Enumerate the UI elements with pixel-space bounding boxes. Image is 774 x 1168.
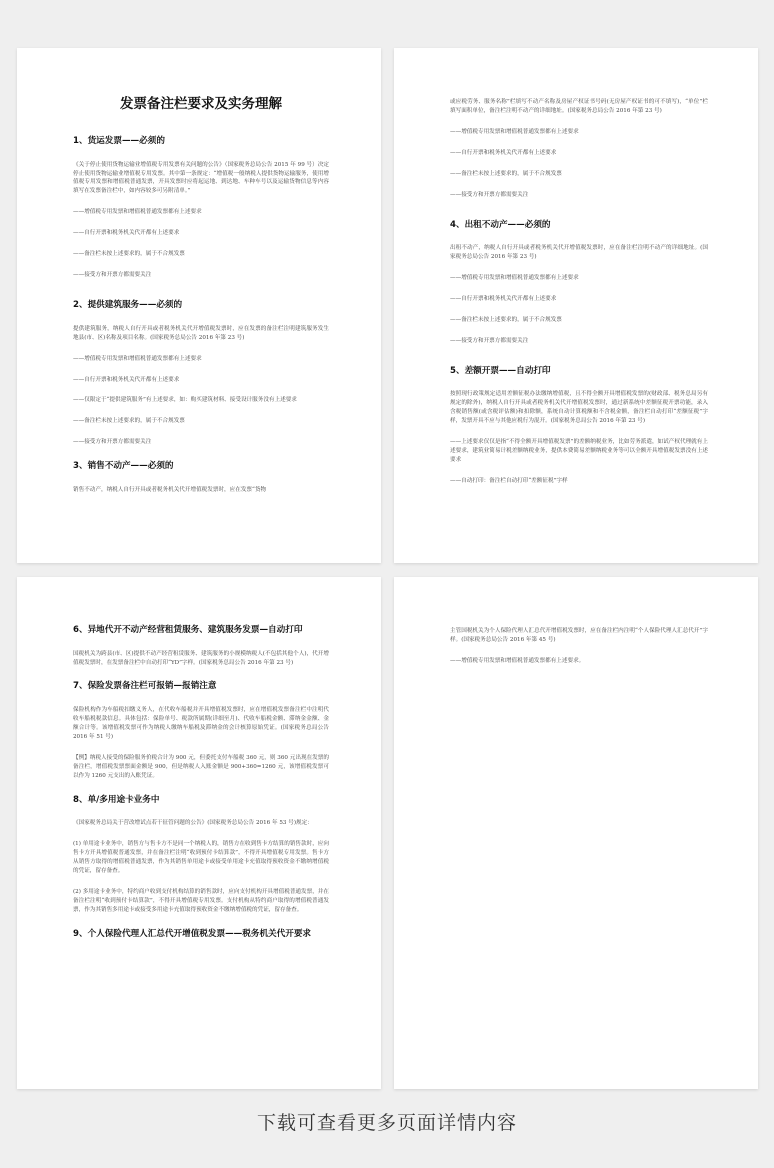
note-line: ——备注栏未按上述要求的，属于不合规发票 xyxy=(450,316,562,323)
note-line: ——接受方和开票方都需要关注 xyxy=(450,337,529,344)
note-line: ——自行开票和税务机关代开都有上述要求 xyxy=(450,296,557,303)
document-page-4 xyxy=(394,577,758,1089)
paragraph: (1) 单用途卡业务中，销售方与售卡方不是同一个纳税人的，销售方在收到售卡方结算的销售款时，应向售卡方开具增值税普通发票，并在备注栏注明“收到预付卡结算款”，不得开具增值税专用发票。售卡方从销售方取得的增值税普通发票，作为其销售单用途卡或接受单用途卡充值取得预收资金不缴纳增值税的凭证，留存备查。 xyxy=(73,841,329,875)
section-heading: 1、货运发票——必须的 xyxy=(73,136,165,146)
section-heading: 9、个人保险代理人汇总代开增值税发票——税务机关代开要求 xyxy=(73,928,312,939)
section-heading: 3、销售不动产——必须的 xyxy=(73,461,174,472)
section-heading: 6、异地代开不动产经营租赁服务、建筑服务发票—自动打印 xyxy=(73,625,303,635)
document-page-2 xyxy=(394,48,758,563)
note-line: ——备注栏未按上述要求的，属于不合规发票 xyxy=(73,418,185,425)
note-line: ——自行开票和税务机关代开都有上述要求 xyxy=(73,230,180,237)
section-heading: 2、提供建筑服务——必须的 xyxy=(73,300,183,311)
note-line: ——接受方和开票方都需要关注 xyxy=(450,191,529,198)
note-line: ——自行开票和税务机关代开都有上述要求 xyxy=(73,376,180,383)
section-heading: 8、单/多用途卡业务中 xyxy=(73,794,160,805)
note-line: ——备注栏未按上述要求的，属于不合规发票 xyxy=(73,251,185,258)
paragraph: 销售不动产，纳税人自行开具或者税务机关代开增值税发票时，应在发票“货物 xyxy=(73,486,267,493)
note-line: ——增值税专用发票和增值税普通发票都有上述要求 xyxy=(73,355,202,362)
note-line: ——接受方和开票方都需要关注 xyxy=(73,272,152,279)
note-line: ——接受方和开票方都需要关注 xyxy=(73,439,152,446)
paragraph: 国税机关为跨县(市、区)提供不动产经营租赁服务、建筑服务的小规模纳税人(不包括其他个人)，代开增值税发票时，在发票备注栏中自动打印“YD”字样。(国家税务总局公告 2016 年第 23 号) xyxy=(73,650,329,666)
paragraph: 《关于停止使用货物运输业增值税专用发票有关问题的公告》（国家税务总局公告 2015 年 99 号）决定停止使用货物运输业增值税专用发票。其中第一条规定：“增值税一般纳税人提供货物运输服务，使用增值税专用发票和增值税普通发票，开具发票时应将起运地、到达地、车种车号以及运输货物信息等内容填写在发票备注栏中，如内容较多可另附清单。” xyxy=(73,161,329,195)
section-heading: 7、保险发票备注栏可报销—报销注意 xyxy=(73,681,217,692)
note-line: ——增值税专用发票和增值税普通发票都有上述要求 xyxy=(73,209,202,216)
note-line: ——自动打印：备注栏自动打印“差额征税”字样 xyxy=(450,478,568,485)
document-page-3 xyxy=(17,577,381,1089)
note-line: ——增值税专用发票和增值税普通发票都有上述要求 xyxy=(450,275,579,282)
note-line: ——备注栏未按上述要求的，属于不合规发票 xyxy=(450,170,562,177)
note-line: ——增值税专用发票和增值税普通发票都有上述要求 xyxy=(450,128,579,135)
section-heading: 4、出租不动产——必须的 xyxy=(450,219,551,230)
paragraph: ——上述要求仅仅是指“不得全额开具增值税发票”的差额纳税业务，比如劳务派遣，如试产权代理就有上述要求，建筑业简易计税差额纳税业务，提供本费简易差额纳税业务等可以全额开具增值税发票没有上述要求 xyxy=(450,439,708,464)
note-line: ——自行开票和税务机关代开都有上述要求 xyxy=(450,149,557,156)
paragraph: 提供建筑服务，纳税人自行开具或者税务机关代开增值税发票时，应在发票的备注栏注明建筑服务发生地县(市、区)名称及项目名称。(国家税务总局公告 2016 年第 23 号) xyxy=(73,325,329,341)
document-page-1 xyxy=(17,48,381,563)
paragraph: (2) 多用途卡业务中，特约商户收到支付机构结算的销售款时，应向支付机构开具增值税普通发票，并在备注栏注明“收到预付卡结算款”，不得开具增值税专用发票。支付机构从特约商户取得的增值税普通发票，作为其销售多用途卡或接受多用途卡充值取得预收资金不缴纳增值税的凭证，留存备查。 xyxy=(73,888,329,913)
document-title: 发票备注栏要求及实务理解 xyxy=(120,96,282,112)
paragraph: 或应税劳务、服务名称”栏填写不动产名称及房屋产权证书号码(无房屋产权证书的可不填写)，“单位”栏填写面积单位，备注栏注明不动产的详细地址。(国家税务总局公告 2016 年第 23 号) xyxy=(450,99,708,114)
note-line: ——仅限定于“提供建筑服务”有上述要求，如：购买建筑材料、接受设计服务没有上述要求 xyxy=(73,397,297,404)
paragraph: 出租不动产，纳税人自行开具或者税务机关代开增值税发票时，应在备注栏注明不动产的详细地址。(国家税务总局公告 2016 年第 23 号) xyxy=(450,245,708,261)
example-paragraph: 【例】纳税人接受的保险服务价税合计为 900 元，但委托支付车船税 360 元，则 360 元出现在发票的备注栏，增值税发票票面金额是 900，但是纳税人入账金额是 900+360=1260 元，该增值税发票可以作为 1260 元支出的入账凭证。 xyxy=(73,754,329,779)
paragraph: 《国家税务总局关于营改增试点若干征管问题的公告》(国家税务总局公告 2016 年 53 号)规定： xyxy=(73,820,313,827)
paragraph: 按照现行政策规定适用差额征税办法缴纳增值税，且不得全额开具增值税发票的(财政部、税务总局另有规定的除外)，纳税人自行开具或者税务机关代开增值税发票时，通过新系统中差额征税开票功能，录入含税销售额(或含税评估额)和扣除额，系统自动计算税额和不含税金额，备注栏自动打印“差额征税”字样，发票开具不应与其他应税行为混开。(国家税务总局公告 2016 年第 23 号) xyxy=(450,391,708,425)
section-heading: 5、差额开票——自动打印 xyxy=(450,365,551,376)
paragraph: 保险机构作为车船税扣缴义务人，在代收车船税并开具增值税发票时，应在增值税发票备注栏中注明代收车船税税款信息。具体包括：保险单号、税款所属期(详细至月)、代收车船税金额、滞纳金金额、金额合计等。该增值税发票可作为纳税人缴纳车船税及滞纳金的会计核算原始凭证。(国家税务总局公告 2016 年 51 号) xyxy=(73,707,329,740)
paragraph: 主管国税机关为个人保险代理人汇总代开增值税发票时，应在备注栏内注明“个人保险代理人汇总代开”字样。(国家税务总局公告 2016 年第 45 号) xyxy=(450,628,708,643)
download-more-caption: 下载可查看更多页面详情内容 xyxy=(256,1112,517,1134)
note-line: ——增值税专用发票和增值税普通发票都有上述要求。 xyxy=(450,657,585,664)
